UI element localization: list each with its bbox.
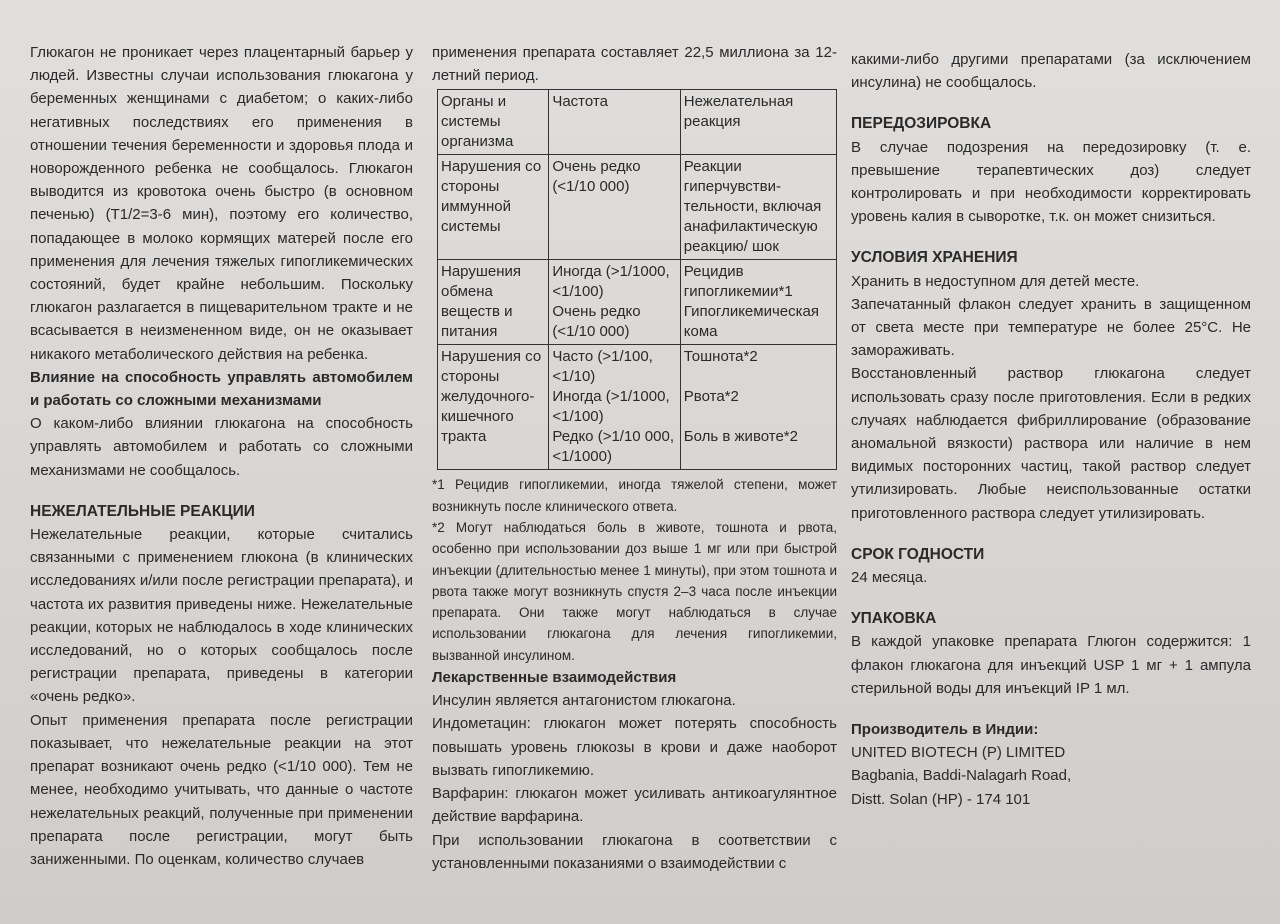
packaging-heading: УПАКОВКА bbox=[851, 610, 937, 628]
table-cell-reaction bbox=[680, 260, 836, 345]
table-cell-organ: Нарушения обмена веществ и питания bbox=[438, 260, 549, 345]
manufacturer-address-line: Distt. Solan (HP) - 174 101 bbox=[851, 790, 1031, 808]
table-header-row bbox=[438, 90, 837, 155]
pregnancy-paragraph: Глюкагон не проникает через плацентарный барьер у людей. Известны случаи использования глюкагона у беременных женщинами с диабетом; о каких-либо негативных последствиях его применения в отношении течения беременности и здоровья плода и новорожденного ребенка не сообщалось. Глюкагон выводится из кровотока очень быстро (в основном печенью) (Т1/2=3-6 мин), поэтому его количество, попадающее в молоко кормящих матерей после его применения для лечения тяжелых гипогликемических состояний, будет крайне небольшим. Поскольку глюкагон разлагается в пищеварительном тракте и не всасывается в неизмененном виде, он не оказывает никакого метаболического действия на ребенка. bbox=[30, 44, 413, 363]
frequency-value: Очень редко (<1/10 000) bbox=[552, 303, 641, 341]
driving-heading: Влияние на способность управлять автомобилем и работать со сложными механизмами bbox=[30, 368, 413, 410]
table-header-frequency: Частота bbox=[549, 90, 680, 155]
table-cell-frequency bbox=[549, 345, 680, 470]
reaction-value: Рвота*2 bbox=[683, 388, 739, 406]
storage-paragraph-1: Хранить в недоступном для детей месте. bbox=[851, 272, 1140, 290]
shelf-life-heading: СРОК ГОДНОСТИ bbox=[851, 545, 985, 563]
frequency-value: Иногда (>1/1000, <1/100) bbox=[552, 388, 670, 426]
column-right bbox=[851, 48, 1251, 811]
interaction-warfarin: Варфарин: глюкагон может усиливать антикоагулянтное действие варфарина. bbox=[432, 785, 837, 826]
storage-paragraph-2: Запечатанный флакон следует хранить в защищенном от света месте при температуре не более 25°С. Не замораживать. bbox=[851, 295, 1251, 360]
reaction-value: Гипогликемическая кома bbox=[683, 303, 819, 341]
table-cell-frequency bbox=[549, 155, 680, 260]
adverse-paragraph-1: Нежелательные реакции, которые считались связанными с применением глюкона (в клинических исследованиях и/или после регистрации препарата), и частота их развития приведены ниже. Нежелательные реакции, которых не наблюдалось в ходе клинических исследований, но о которых сообщалось после регистрации препарата, приведены в категории «очень редко». bbox=[30, 526, 413, 706]
interaction-insulin: Инсулин является антагонистом глюкагона. bbox=[432, 692, 736, 710]
table-cell-frequency bbox=[549, 260, 680, 345]
overdose-paragraph: В случае подозрения на передозировку (т. е. превышение терапевтических доз) следует контролировать и при необходимости корректировать уровень калия в сыворотке, т.к. он может снизиться. bbox=[851, 138, 1251, 226]
footnote-2: *2 Могут наблюдаться боль в животе, тошнота и рвота, особенно при использовании доз выше 1 мг или при быстрой инъекции (длительностью менее 1 минуты), при этом тошнота и рвота также могут возникнуть спустя 2–3 часа после инъекции препарата. Они также могут наблюдаться в случае использовании глюкагона для лечения гипогликемии, вызванной инсулином. bbox=[432, 520, 837, 663]
table-footnotes bbox=[432, 474, 837, 666]
table-cell-reaction bbox=[680, 155, 836, 260]
table-row bbox=[438, 345, 837, 470]
interactions-heading: Лекарственные взаимодействия bbox=[432, 669, 677, 687]
interaction-continuation: какими-либо другими препаратами (за исключением инсулина) не сообщалось. bbox=[851, 51, 1251, 92]
interaction-other: При использовании глюкагона в соответствии с установленными показаниями о взаимодействии с bbox=[432, 831, 837, 872]
table-row bbox=[438, 155, 837, 260]
frequency-value: Редко (>1/10 000, <1/1000) bbox=[552, 428, 675, 466]
adverse-reactions-heading: НЕЖЕЛАТЕЛЬНЫЕ РЕАКЦИИ bbox=[30, 502, 255, 520]
overdose-heading: ПЕРЕДОЗИРОВКА bbox=[851, 115, 992, 133]
packaging-paragraph: В каждой упаковке препарата Глюгон содержится: 1 флакон глюкагона для инъекций USP 1 мг + 1 ампула стерильной воды для инъекций IP 1 мл. bbox=[851, 633, 1251, 697]
storage-heading: УСЛОВИЯ ХРАНЕНИЯ bbox=[851, 249, 1018, 267]
reaction-value: Тошнота*2 bbox=[683, 348, 758, 366]
reaction-value: Реакции гиперчувстви-тельности, включая анафилактическую реакцию/ шок bbox=[683, 158, 822, 256]
adverse-reactions-table bbox=[437, 89, 837, 470]
footnote-1: *1 Рецидив гипогликемии, иногда тяжелой степени, может возникнуть после клинического ответа. bbox=[432, 477, 837, 514]
manufacturer-address-line: Bagbania, Baddi-Nalagarh Road, bbox=[851, 767, 1072, 785]
frequency-value: Часто (>1/100, <1/10) bbox=[552, 348, 653, 386]
column-middle bbox=[432, 41, 837, 875]
column-left bbox=[30, 41, 413, 871]
table-row bbox=[438, 260, 837, 345]
manufacturer-name: UNITED BIOTECH (P) LIMITED bbox=[851, 744, 1066, 762]
reaction-value: Боль в животе*2 bbox=[683, 428, 798, 446]
table-cell-organ: Нарушения со стороны иммунной системы bbox=[438, 155, 549, 260]
storage-paragraph-3: Восстановленный раствор глюкагона следует использовать сразу после приготовления. Если в редких случаях наблюдается фибриллирование (образование аномальной вязкости) раствора или наличие в нем видимых посторонних частиц, такой раствор следует утилизировать. Любые неиспользованные остатки приготовленного раствора следует утилизировать. bbox=[851, 365, 1251, 522]
reaction-value: Рецидив гипогликемии*1 bbox=[683, 263, 793, 301]
table-header-reaction: Нежелательная реакция bbox=[680, 90, 836, 155]
frequency-value: Очень редко (<1/10 000) bbox=[552, 158, 641, 196]
adverse-paragraph-2: Опыт применения препарата после регистрации показывает, что нежелательные реакции на этот препарат возникают очень редко (<1/10 000). Тем не менее, необходимо учитывать, что данные о частоте нежелательных реакций, полученные при применении препарата после регистрации, могут быть заниженными. По оценкам, количество случаев bbox=[30, 711, 413, 868]
interaction-indomethacin: Индометацин: глюкагон может потерять способность повышать уровень глюкозы в крови и даже наоборот вызвать гипогликемию. bbox=[432, 715, 837, 779]
shelf-life-value: 24 месяца. bbox=[851, 569, 928, 587]
manufacturer-heading: Производитель в Индии: bbox=[851, 721, 1039, 739]
column-middle-intro: применения препарата составляет 22,5 миллиона за 12-летний период. bbox=[432, 44, 837, 85]
table-header-organ: Органы и системы организма bbox=[438, 90, 549, 155]
table-cell-organ: Нарушения со стороны желудочного-кишечного тракта bbox=[438, 345, 549, 470]
frequency-value: Иногда (>1/1000, <1/100) bbox=[552, 263, 670, 301]
table-cell-reaction bbox=[680, 345, 836, 470]
driving-paragraph: О каком-либо влиянии глюкагона на способность управлять автомобилем и работать со сложными механизмами не сообщалось. bbox=[30, 415, 413, 479]
